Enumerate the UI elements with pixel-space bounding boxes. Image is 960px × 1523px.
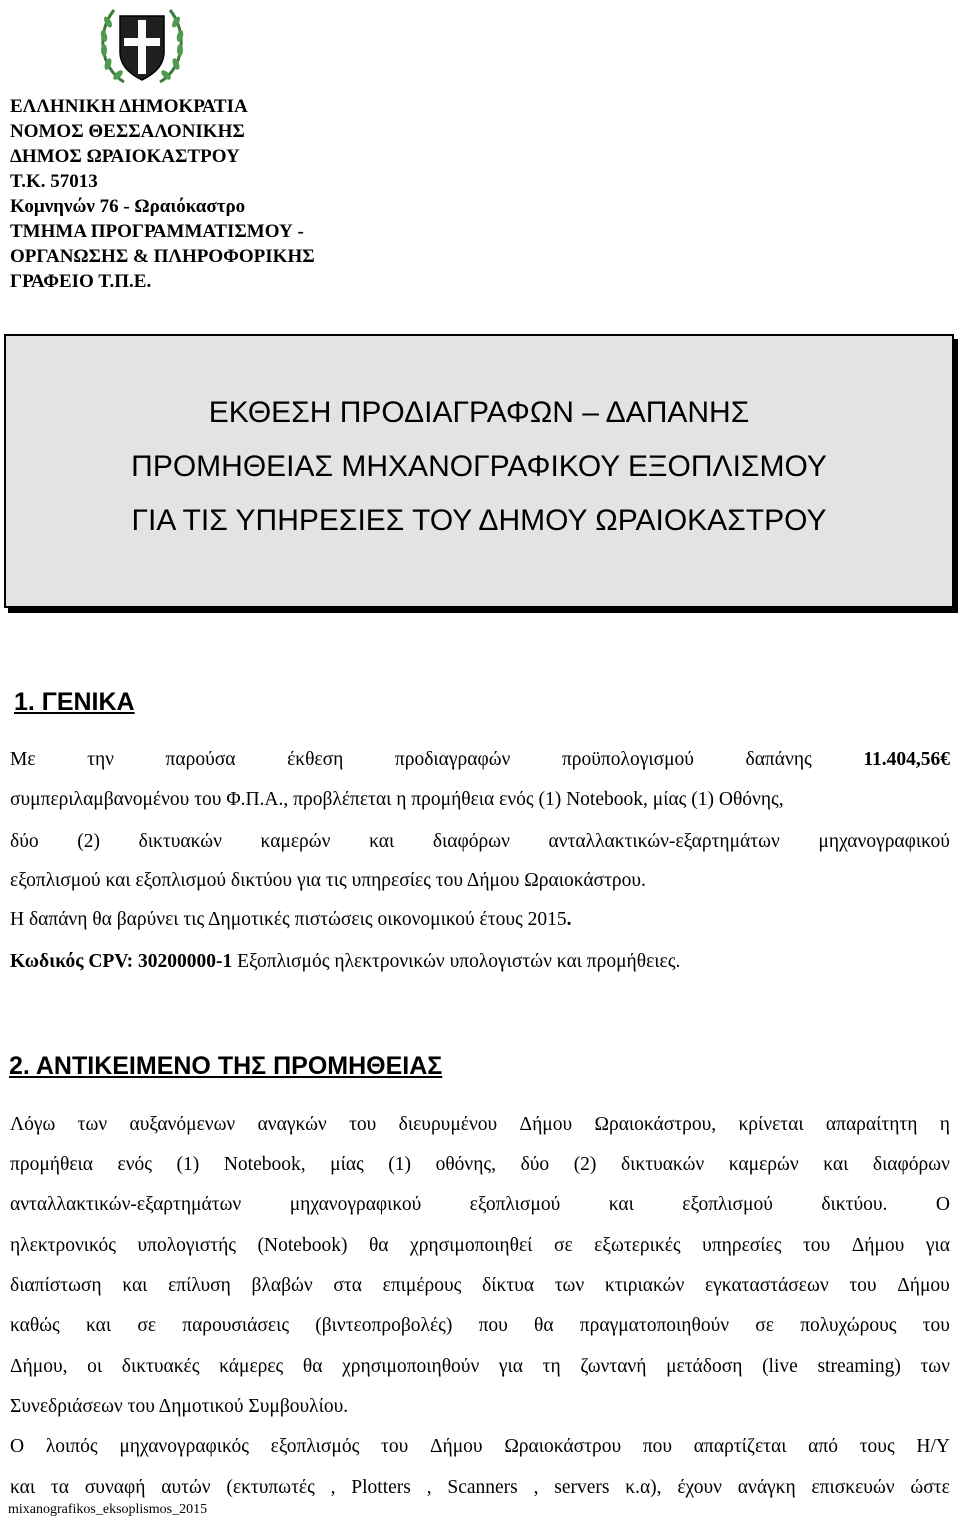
text-line: Λόγω των αυξανόμενων αναγκών του διευρυμένου Δήμου Ωραιοκάστρου, κρίνεται απαραίτητη η [10,1114,950,1135]
text-line: Δήμου, οι δικτυακές κάμερες θα χρησιμοποιηθούν για τη ζωντανή μετάδοση (live streaming) των [10,1356,950,1377]
cpv-line: Κωδικός CPV: 30200000-1 Εξοπλισμός ηλεκτρονικών υπολογιστών και προμήθειες. [10,951,681,972]
text-line: εξοπλισμού και εξοπλισμού δικτύου για τις υπηρεσίες του Δήμου Ωραιοκάστρου. [10,870,646,891]
document-title-line: ΠΡΟΜΗΘΕΙΑΣ ΜΗΧΑΝΟΓΡΑΦΙΚΟΥ ΕΞΟΠΛΙΣΜΟΥ [131,450,827,483]
header-line: ΓΡΑΦΕΙΟ Τ.Π.Ε. [10,271,152,292]
header-line: ΤΜΗΜΑ ΠΡΟΓΡΑΜΜΑΤΙΣΜΟΥ - [10,221,304,242]
header-line: ΝΟΜΟΣ ΘΕΣΣΑΛΟΝΙΚΗΣ [10,121,245,142]
text-line: καθώς και σε παρουσιάσεις (βιντεοπροβολές) που θα πραγματοποιηθούν σε πολυχώρους του [10,1315,950,1336]
text-line: Ο λοιπός μηχανογραφικός εξοπλισμός του Δήμου Ωραιοκάστρου που απαρτίζεται από τους Η/Υ [10,1436,950,1457]
header-line: ΔΗΜΟΣ ΩΡΑΙΟΚΑΣΤΡΟΥ [10,146,240,167]
text-line: προμήθεια ενός (1) Notebook, μίας (1) οθόνης, δύο (2) δικτυακών καμερών και διαφόρων [10,1154,950,1175]
cpv-code: Κωδικός CPV: 30200000-1 [10,951,233,972]
document-title-line: ΕΚΘΕΣΗ ΠΡΟΔΙΑΓΡΑΦΩΝ – ΔΑΠΑΝΗΣ [208,396,750,429]
header-line: Κομνηνών 76 - Ωραιόκαστρο [10,196,246,217]
text-line: δύο (2) δικτυακών καμερών και διαφόρων ανταλλακτικών-εξαρτημάτων μηχανογραφικού [10,831,950,852]
document-title-line: ΓΙΑ ΤΙΣ ΥΠΗΡΕΣΙΕΣ ΤΟΥ ΔΗΜΟΥ ΩΡΑΙΟΚΑΣΤΡΟΥ [131,504,827,537]
section-heading-general: 1. ΓΕΝΙΚΑ [14,688,135,716]
text-line: Με την παρούσα έκθεση προδιαγραφών προϋπολογισμού δαπάνης 11.404,56€ [10,747,950,773]
text-line: ηλεκτρονικός υπολογιστής (Notebook) θα χρησιμοποιηθεί σε εξωτερικές υπηρεσίες του Δήμου για [10,1235,950,1256]
header-line: ΟΡΓΑΝΩΣΗΣ & ΠΛΗΡΟΦΟΡΙΚΗΣ [10,246,315,267]
text-line: συμπεριλαμβανομένου του Φ.Π.Α., προβλέπεται η προμήθεια ενός (1) Notebook, μίας (1) Οθόνης, [10,789,784,810]
footer-filename: mixanografikos_eksoplismos_2015 [8,1502,208,1517]
text-line: ανταλλακτικών-εξαρτημάτων μηχανογραφικού εξοπλισμού και εξοπλισμού δικτύου. Ο [10,1194,950,1215]
section-heading-subject: 2. ΑΝΤΙΚΕΙΜΕΝΟ ΤΗΣ ΠΡΟΜΗΘΕΙΑΣ [9,1052,443,1080]
header-line: Τ.Κ. 57013 [10,171,98,192]
coat-of-arms-icon [94,2,190,88]
budget-amount: 11.404,56€ [863,749,950,770]
document-title-box [4,334,954,608]
text-line: διαπίστωση και επίλυση βλαβών στα επιμέρους δίκτυα των κτιριακών εγκαταστάσεων του Δήμου [10,1275,950,1296]
issuer-header [10,94,315,294]
header-line: ΕΛΛΗΝΙΚΗ ΔΗΜΟΚΡΑΤΙΑ [10,96,248,117]
text-line: Συνεδριάσεων του Δημοτικού Συμβουλίου. [10,1396,349,1417]
text-line: και τα συναφή αυτών (εκτυπωτές , Plotters , Scanners , servers κ.α), έχουν ανάγκη επισκευών ώστε [10,1477,950,1498]
text-line: Η δαπάνη θα βαρύνει τις Δημοτικές πιστώσεις οικονομικού έτους 2015. [10,909,572,930]
